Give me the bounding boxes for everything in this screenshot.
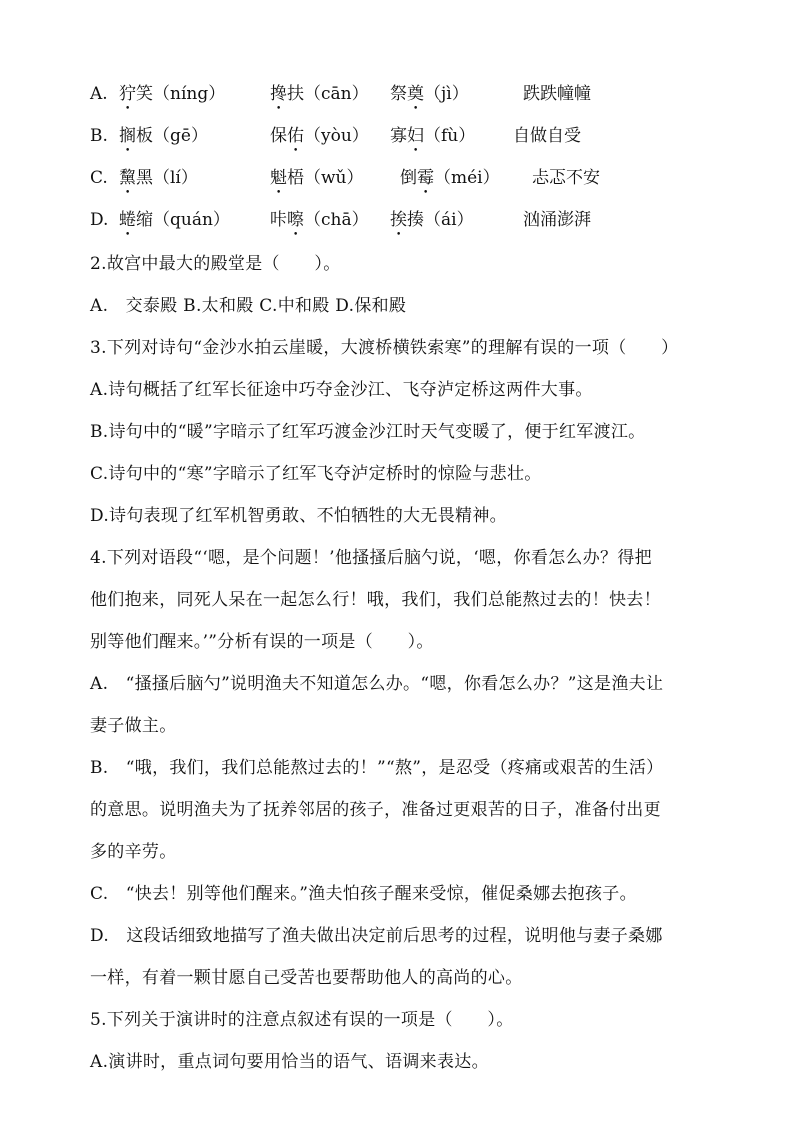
option-letter: B. <box>90 126 108 146</box>
question-5-option-a: A.演讲时，重点词句要用恰当的语气、语调来表达。 <box>90 1052 489 1072</box>
word-item: 忐忑不安 <box>532 168 600 188</box>
question-3-option-a: A.诗句概括了红军长征途中巧夺金沙江、飞夺泸定桥这两件大事。 <box>90 380 593 400</box>
pinyin-item: 搁板（gē） <box>119 126 208 146</box>
pinyin-item: 搀扶（cān） <box>270 84 369 104</box>
question-2-options: A. 交泰殿 B.太和殿 C.中和殿 D.保和殿 <box>90 296 407 316</box>
word-item: 跌跌幢幢 <box>523 84 591 104</box>
word-item: 自做自受 <box>513 126 581 146</box>
pinyin-item: 挨揍（ái） <box>390 210 474 230</box>
pinyin-item: 寡妇（fù） <box>390 126 476 146</box>
pinyin-item: 咔嚓（chā） <box>270 210 369 230</box>
pinyin-item: 狞笑（níng） <box>119 84 226 104</box>
question-3-option-b: B.诗句中的“暖”字暗示了红军巧渡金沙江时天气变暖了，便于红军渡江。 <box>90 422 646 442</box>
question-3-option-d: D.诗句表现了红军机智勇敢、不怕牺牲的大无畏精神。 <box>90 506 507 526</box>
pinyin-item: 保佑（yòu） <box>270 126 369 146</box>
word-item: 汹涌澎湃 <box>523 210 591 230</box>
question-2-stem: 2.故宫中最大的殿堂是（ ）。 <box>90 254 341 274</box>
question-4-option-a-line-2: 妻子做主。 <box>90 716 177 736</box>
option-letter: C. <box>90 168 108 188</box>
question-5-stem: 5.下列关于演讲时的注意点叙述有误的一项是（ ）。 <box>90 1010 514 1030</box>
question-3-option-c: C.诗句中的“寒”字暗示了红军飞夺泸定桥时的惊险与悲壮。 <box>90 464 542 484</box>
question-4-option-d-line-1: D. 这段话细致地描写了渔夫做出决定前后思考的过程，说明他与妻子桑娜 <box>90 926 663 946</box>
question-3-stem: 3.下列对诗句“金沙水拍云崖暖，大渡桥横铁索寒”的理解有误的一项（ ） <box>90 338 679 358</box>
question-4-option-d-line-2: 一样，有着一颗甘愿自己受苦也要帮助他人的高尚的心。 <box>90 968 523 988</box>
question-4-option-b-line-2: 的意思。说明渔夫为了抚养邻居的孩子，准备过更艰苦的日子，准备付出更 <box>90 800 661 820</box>
pinyin-item: 魁梧（wǔ） <box>270 168 364 188</box>
option-letter: A. <box>90 84 108 104</box>
question-4-stem-line-2: 他们抱来，同死人呆在一起怎么行！哦，我们，我们总能熬过去的！快去！ <box>90 590 661 610</box>
question-4-option-b-line-1: B. “哦，我们，我们总能熬过去的！”“熬”，是忍受（疼痛或艰苦的生活） <box>90 758 664 778</box>
pinyin-item: 黧黑（lí） <box>119 168 198 188</box>
question-4-stem-line-3: 别等他们醒来。’”分析有误的一项是（ ）。 <box>90 632 434 652</box>
option-letter: D. <box>90 210 109 230</box>
question-4-option-c: C. “快去！别等他们醒来。”渔夫怕孩子醒来受惊，催促桑娜去抱孩子。 <box>90 884 637 904</box>
pinyin-item: 蜷缩（quán） <box>119 210 230 230</box>
question-4-option-a-line-1: A. “搔搔后脑勺”说明渔夫不知道怎么办。“嗯，你看怎么办？”这是渔夫让 <box>90 674 664 694</box>
question-4-option-b-line-3: 多的辛劳。 <box>90 842 177 862</box>
question-4-stem-line-1: 4.下列对语段“‘嗯，是个问题！’他搔搔后脑勺说，‘嗯，你看怎么办？得把 <box>90 548 652 568</box>
pinyin-item: 祭奠（jì） <box>390 84 469 104</box>
pinyin-item: 倒霉（méi） <box>400 168 500 188</box>
